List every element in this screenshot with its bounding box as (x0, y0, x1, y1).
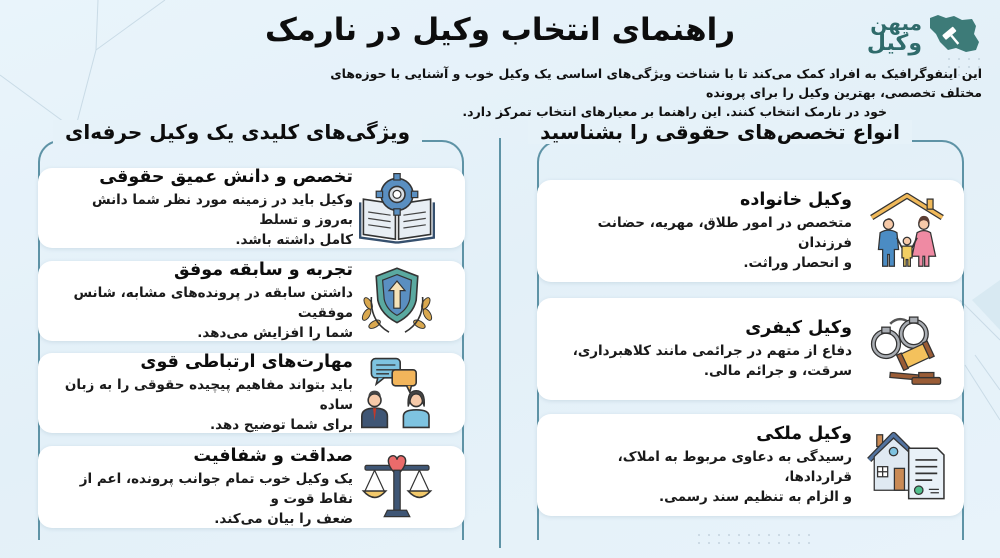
specialty-text (551, 318, 852, 381)
house-document-icon (862, 420, 952, 510)
intro-line-1: این اینفوگرافیک به افراد کمک می‌کند تا با شناخت ویژگی‌های اساسی یک وکیل خوب و آشنایی با حوزه‌های مختلف تخصصی، بهترین وکیل را برای پرونده (330, 66, 982, 100)
quality-title: مهارت‌های ارتباطی قوی (140, 351, 353, 372)
quality-title: صداقت و شفافیت (193, 445, 353, 466)
quality-desc-line1: داشتن سابقه در پرونده‌های مشابه، شانس موفقیت (73, 284, 353, 321)
brand-logo[interactable] (842, 8, 982, 60)
shield-arrow-laurel-icon (353, 261, 441, 341)
specialty-card-family[interactable] (537, 180, 964, 282)
specialty-desc-line2: و الزام به تنظیم سند رسمی. (658, 488, 852, 505)
book-gear-icon (353, 168, 441, 248)
quality-desc-line1: یک وکیل خوب تمام جوانب پرونده، اعم از نقاط قوت و (79, 470, 353, 507)
quality-text (52, 446, 353, 529)
quality-text (52, 260, 353, 343)
page-title: راهنمای انتخاب وکیل در نارمک (264, 12, 736, 48)
specialty-desc-line2: سرقت، و جرائم مالی. (703, 362, 852, 379)
intro-paragraph (292, 64, 982, 121)
iran-map-gavel-icon (926, 12, 982, 56)
quality-title: تجربه و سابقه موفق (173, 259, 353, 280)
specialty-title: وکیل ملکی (756, 423, 852, 444)
logo-line2: وکیل (866, 31, 922, 56)
specialty-desc-line1: دفاع از متهم در جرائمی مانند کلاهبرداری، (572, 342, 852, 359)
scales-heart-icon (353, 447, 441, 527)
specialty-title: وکیل کیفری (745, 317, 852, 338)
logo-wordmark (867, 13, 922, 55)
specialties-heading: انواع تخصص‌های حقوقی را بشناسید (528, 120, 912, 144)
quality-desc-line2: کامل داشته باشد. (235, 231, 353, 248)
family-house-icon (862, 186, 952, 276)
quality-card-expertise[interactable] (38, 168, 465, 248)
specialty-text (551, 190, 852, 273)
handcuffs-gavel-icon (862, 304, 952, 394)
quality-desc-line2: شما را افزایش می‌دهد. (197, 324, 353, 341)
quality-card-experience[interactable] (38, 261, 465, 341)
specialty-card-criminal[interactable] (537, 298, 964, 400)
specialty-card-property[interactable] (537, 414, 964, 516)
specialty-title: وکیل خانواده (740, 189, 852, 210)
people-chat-icon (353, 353, 441, 433)
intro-line-2: خود در نارمک انتخاب کنند. این راهنما بر معیارهای انتخاب تمرکز دارد. (462, 104, 887, 119)
quality-card-communication[interactable] (38, 353, 465, 433)
quality-text (52, 167, 353, 250)
quality-desc-line2: ضعف را بیان می‌کند. (214, 510, 353, 527)
quality-desc-line2: برای شما توضیح دهد. (210, 416, 353, 433)
specialty-text (551, 424, 852, 507)
specialty-desc-line1: رسیدگی به دعاوی مربوط به املاک، قراردادها، (617, 448, 852, 485)
quality-text (52, 352, 353, 435)
center-divider (499, 138, 501, 548)
quality-desc-line1: وکیل باید در زمینه مورد نظر شما دانش به‌روز و تسلط (92, 191, 353, 228)
specialty-desc-line2: و انحصار وراثت. (743, 254, 852, 271)
quality-title: تخصص و دانش عمیق حقوقی (99, 166, 353, 187)
logo-line1: میهن (870, 11, 922, 35)
quality-card-honesty[interactable] (38, 446, 465, 528)
quality-desc-line1: باید بتواند مفاهیم پیچیده حقوقی را به زبان ساده (64, 376, 353, 413)
specialty-desc-line1: متخصص در امور طلاق، مهریه، حضانت فرزندان (597, 214, 852, 251)
qualities-heading: ویژگی‌های کلیدی یک وکیل حرفه‌ای (53, 120, 422, 144)
